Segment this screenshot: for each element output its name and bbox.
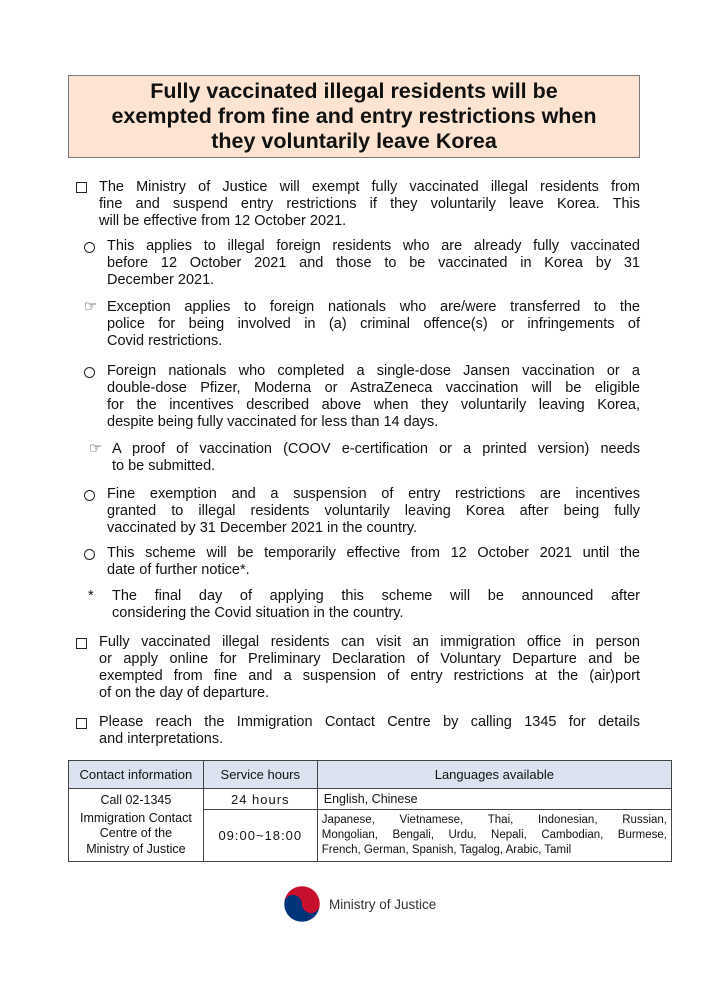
contact-line: Call 02-1345 [100, 793, 172, 807]
languages-line: French, German, Spanish, Tagalog, Arabic, Tamil [321, 844, 572, 856]
paragraph-line: This scheme will be temporarily effective from 12 October 2021 until the [107, 545, 640, 561]
paragraph-line: date of further notice*. [107, 562, 250, 578]
paragraph-line: vaccinated by 31 December 2021 in the country. [107, 520, 418, 536]
bullet-circle-icon [84, 489, 95, 506]
paragraph-line: Please reach the Immigration Contact Centre by calling 1345 for details [99, 714, 640, 730]
title-line: Fully vaccinated illegal residents will be [150, 79, 558, 103]
bullet-circle-icon [84, 548, 95, 565]
languages-line: Mongolian, Bengali, Urdu, Nepali, Cambodian, Burmese, [321, 829, 667, 841]
contact-table [68, 760, 672, 862]
paragraph-line: December 2021. [107, 272, 215, 288]
checkbox-square-icon [76, 181, 87, 198]
contact-info-cell [69, 789, 204, 862]
languages-cell [317, 810, 671, 862]
paragraph-line: Fully vaccinated illegal residents can visit an immigration office in person [99, 634, 640, 650]
contact-line: Centre of the [99, 826, 173, 840]
pointing-hand-icon: ☞ [84, 299, 97, 315]
checkbox-square-icon [76, 717, 87, 734]
paragraph-line: The final day of applying this scheme will be announced after [112, 588, 640, 604]
contact-line: Immigration Contact [79, 810, 192, 825]
paragraph-line: police for being involved in (a) criminal offence(s) or infringements of [107, 316, 640, 332]
paragraph-line: Covid restrictions. [107, 333, 223, 349]
service-hours-cell: 09:00~18:00 [203, 810, 317, 862]
paragraph-line: This applies to illegal foreign residents who are already fully vaccinated [107, 238, 640, 254]
paragraph-line: Foreign nationals who completed a single-dose Jansen vaccination or a [107, 363, 640, 379]
paragraph-line: and interpretations. [99, 731, 224, 747]
logo-text: Ministry of Justice [329, 896, 437, 912]
pointing-hand-icon: ☞ [89, 441, 102, 457]
paragraph-line: considering the Covid situation in the country. [112, 605, 404, 621]
languages-line: Japanese, Vietnamese, Thai, Indonesian, Russian, [321, 814, 667, 826]
title-line: exempted from fine and entry restrictions when [111, 104, 597, 128]
paragraph-line: A proof of vaccination (COOV e-certification or a printed version) needs [112, 441, 640, 457]
paragraph-line: to be submitted. [112, 458, 216, 474]
paragraph-line: exempted from fine and a suspension of entry restrictions at the (air)port [99, 668, 640, 684]
paragraph-line: granted to illegal residents voluntarily leaving Korea after being fully [107, 503, 640, 519]
paragraph-line: despite being fully vaccinated for less than 14 days. [107, 414, 439, 430]
paragraph-line: double-dose Pfizer, Moderna or AstraZeneca vaccination will be eligible [107, 380, 640, 396]
languages-cell: English, Chinese [317, 789, 671, 810]
paragraph-line: before 12 October 2021 and those to be vaccinated in Korea by 31 [107, 255, 640, 271]
paragraph-line: Fine exemption and a suspension of entry restrictions are incentives [107, 486, 640, 502]
contact-line: Ministry of Justice [86, 841, 186, 856]
ministry-logo [283, 885, 436, 923]
taegeuk-emblem-icon [283, 885, 321, 923]
paragraph-line: for the incentives described above when they voluntarily leaving Korea, [107, 397, 640, 413]
paragraph-line: or apply online for Preliminary Declaration of Voluntary Departure and be [99, 651, 640, 667]
bullet-circle-icon [84, 366, 95, 383]
table-row [69, 789, 672, 810]
paragraph-line: will be effective from 12 October 2021. [99, 213, 347, 229]
paragraph-line: fine and suspend entry restrictions if they voluntarily leave Korea. This [99, 196, 640, 212]
paragraph-line: of on the day of departure. [99, 685, 270, 701]
column-header: Contact information [69, 761, 204, 789]
title-box [68, 75, 640, 158]
title-line: they voluntarily leave Korea [211, 129, 497, 153]
bullet-circle-icon [84, 241, 95, 258]
table-header-row [69, 761, 672, 789]
column-header: Service hours [203, 761, 317, 789]
asterisk-note-marker: * [88, 588, 94, 604]
service-hours-cell: 24 hours [203, 789, 317, 810]
paragraph-line: The Ministry of Justice will exempt fully vaccinated illegal residents from [99, 179, 640, 195]
paragraph-line: Exception applies to foreign nationals who are/were transferred to the [107, 299, 640, 315]
checkbox-square-icon [76, 637, 87, 654]
column-header: Languages available [317, 761, 671, 789]
